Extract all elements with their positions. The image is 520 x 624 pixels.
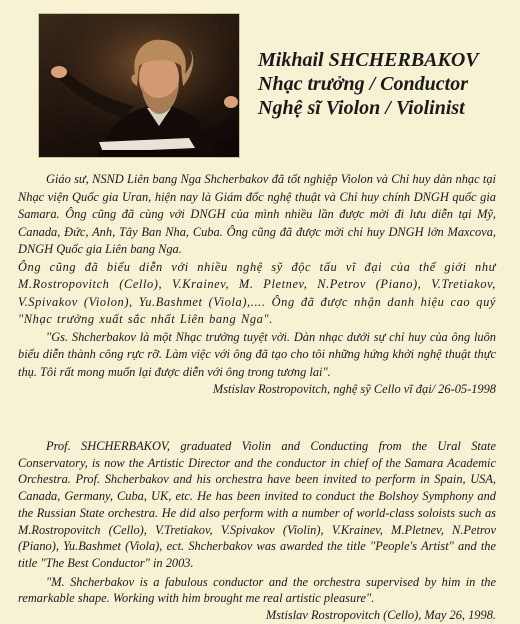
artist-role-conductor: Nhạc trưởng / Conductor (258, 73, 468, 95)
english-quote: "M. Shcherbakov is a fabulous conductor and the orchestra supervised by him in the remarkable shape. Working with him brought me real artistic pleasure". (18, 574, 496, 606)
vietnamese-section (18, 171, 496, 399)
vietnamese-bio-soloists: Ông cũng đã biểu diễn với nhiều nghệ sỹ độc tấu vĩ đại của thế giới như M.Rostropovitch (Cello), V.Krainev, M. Pletnev, N.Petrov (Piano), V.Tretiakov, V.Spivakov (Violon), Yu.Bashmet (Viola),.... Ông đã được nhận danh hiệu cao quý "Nhạc trưởng xuất sắc nhất Liên bang Nga". (18, 259, 496, 326)
artist-role-violinist: Nghệ sĩ Violon / Violinist (258, 97, 465, 119)
vietnamese-signature: Mstislav Rostropovitch, nghệ sỹ Cello vĩ đại/ 26-05-1998 (212, 382, 496, 396)
vietnamese-bio: Giáo sư, NSND Liên bang Nga Shcherbakov đã tốt nghiệp Violon và Chỉ huy dàn nhạc tại Nhạc viện Quốc gia Uran, hiện nay là Giám đốc nghệ thuật và Chỉ huy chính DNGH quốc gia Samara. Ông cũng đã cùng với DNGH của mình nhiều lần được mời đi lưu diễn tại Mỹ, Canada, Đức, Anh, Tây Ban Nha, Cuba. Ông cũng đã được mời chỉ huy DNGH lớn Maxcova, DNGH Quốc gia Liên bang Nga. (18, 172, 496, 256)
vietnamese-quote: "Gs. Shcherbakov là một Nhạc trưởng tuyệt vời. Dàn nhạc dưới sự chỉ huy của ông luôn biểu diễn thành công rực rỡ. Làm việc với ông đã tạo cho tôi những hứng khởi nghệ thuật thực thụ. Tôi rất mong muốn lại được diễn với ông trong tương lai". (18, 329, 496, 379)
conductor-photo (39, 14, 239, 157)
conductor-portrait-icon (39, 14, 239, 157)
english-bio: Prof. SHCHERBAKOV, graduated Violin and Conducting from the Ural State Conservatory, is now the Artistic Director and the conductor in chief of the Samara Academic Orchestra. Prof. Shcherbakov and his orchestra have been invited to perform in Spain, USA, Canada, Germany, Cuba, UK, etc. He has been invited to conduct the Bolshoy Symphony and the Russian State orchestra. He did also perform with a number of world-class soloists such as M.Rostropovitch (Cello), V.Tretiakov, V.Spivakov (Violin), V.Krainev, M.Pletnev, N.Petrov (Piano), Yu.Bashmet (Viola), ect. Shcherbakov was awarded the title "People's Artist" and the title "The Best Conductor" in 2003. (18, 439, 496, 570)
english-section (18, 438, 496, 624)
english-signature: Mstislav Rostropovitch (Cello), May 26, 1998. (265, 608, 496, 623)
artist-header (258, 48, 513, 120)
artist-name: Mikhail SHCHERBAKOV (258, 49, 479, 71)
